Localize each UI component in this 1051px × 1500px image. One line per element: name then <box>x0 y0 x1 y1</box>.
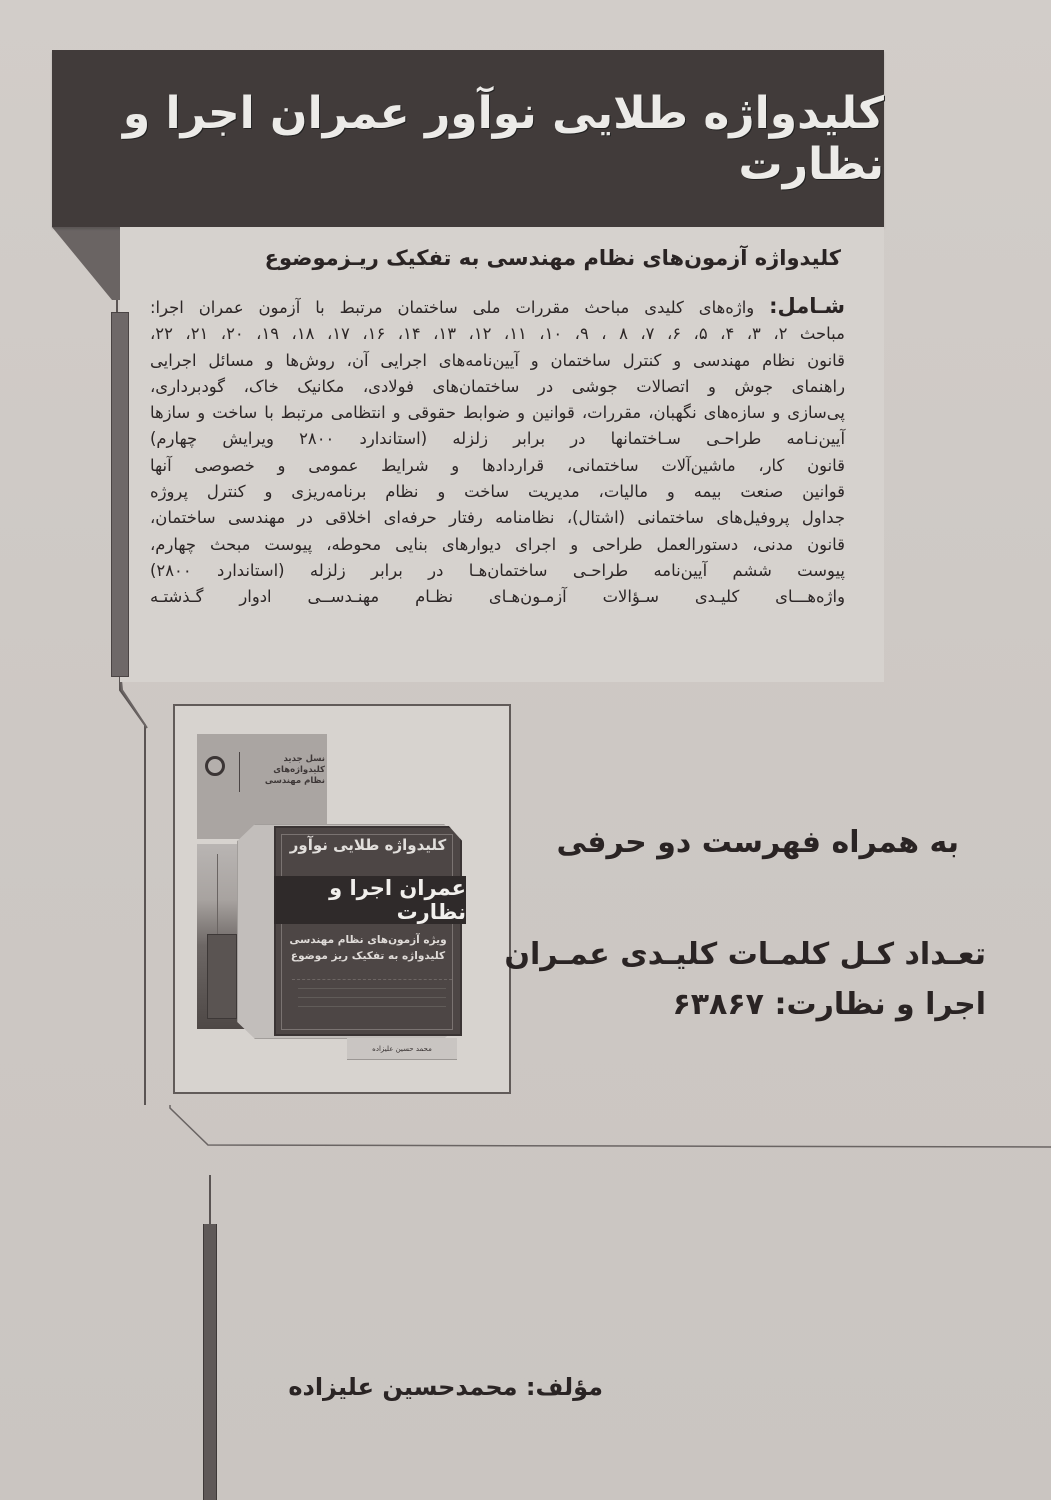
page-title: کلیدواژه طلایی نوآور عمران اجرا و نظارت <box>122 87 884 190</box>
cover-title-top: کلیدواژه طلایی نوآور <box>289 836 447 854</box>
decorative-side-bar <box>111 312 129 677</box>
section-subtitle: کلیدواژه آزمون‌های نظام مهندسی به تفکیک ریـزموضوع <box>264 246 841 270</box>
contents-line: قانون مدنی، دستورالعمل طراحی و اجرای دیوارهای بنایی محوطه، پیوست مبحث چهارم، <box>150 534 845 554</box>
companion-index-note: به همراه فهرست دو حرفی <box>556 825 959 860</box>
cover-subtitle: ویژه آزمون‌های نظام مهندسی کلیدواژه به تفکیک ریز موضوع <box>289 934 447 962</box>
book-cover-image <box>197 734 467 1069</box>
contents-lead-label: شـامل: <box>769 294 845 318</box>
contents-line: شـامل: واژه‌های کلیدی مباحث مقررات ملی ساختمان مرتبط با آزمون عمران اجرا: <box>150 294 845 318</box>
keyword-count: تعـداد کـل کلمـات کلیـدی عمـران اجرا و نظارت: ۶۳۸۶۷ <box>504 937 986 1022</box>
contents-line: پیوست ششم آیین‌نامه طراحـی ساختمان‌هـا در برابر زلزله (استاندارد ۲۸۰۰) <box>150 560 845 580</box>
decorative-bottom-bar <box>203 1224 217 1500</box>
header-fold-shape <box>52 227 120 300</box>
cover-series-block <box>197 734 327 839</box>
cover-fine-print <box>292 979 452 1015</box>
contents-line: واژه‌هـــای کلیـدی سـؤالات آزمـون‌هـای نظـام مهنـدســی ادوار گـذشتـه <box>150 587 845 607</box>
publisher-logo-icon <box>205 756 225 776</box>
contents-line: قوانین صنعت بیمه و مالیات، مدیریت ساخت و نظام برنامه‌ریزی و کنترل پروژه <box>150 482 845 502</box>
cover-series-label: نسل جدید کلیدواژه‌های نظام مهندسی <box>264 754 325 786</box>
cover-author: محمد حسین علیزاده <box>347 1038 457 1060</box>
author-credit: مؤلف: محمدحسین علیزاده <box>288 1373 603 1401</box>
cover-title-band <box>274 876 466 924</box>
contents-line: قانون کار، ماشین‌آلات ساختمانی، قراردادها و شرایط عمومی و خصوصی آنها <box>150 455 845 475</box>
contents-line: پی‌سازی و سازه‌های نگهبان، مقررات، قوانین و ضوابط حقوقی و انتظامی مرتبط با ساخت و سازها <box>150 403 845 423</box>
contents-line: راهنمای جوش و اتصالات جوشی در ساختمان‌های فولادی، مکانیک خاک، گودبرداری، <box>150 376 845 396</box>
contents-line: مباحث ۲، ۳، ۴، ۵، ۶، ۷، ۸ ، ۹، ۱۰، ۱۱، ۱۲، ۱۳، ۱۴، ۱۶، ۱۷، ۱۸، ۱۹، ۲۰، ۲۱، ۲۲، <box>150 324 845 344</box>
header-band <box>52 50 884 227</box>
contents-line: آیین‌نـامه طراحـی سـاختمانها در برابر زلزله (استاندارد ۲۸۰۰ ویرایش چهارم) <box>150 429 845 449</box>
contents-description <box>150 293 845 611</box>
cover-title-main: عمران اجرا و نظارت <box>329 876 466 924</box>
contents-line: جداول پروفیل‌های ساختمانی (اشتال)، نظامنامه رفتار حرفه‌ای اخلاقی در مهندسی ساختمان، <box>150 508 845 528</box>
contents-line: قانون نظام مهندسی و کنترل ساختمان و آیین‌نامه‌های اجرایی آن، روش‌ها و مسائل اجرایی <box>150 350 845 370</box>
